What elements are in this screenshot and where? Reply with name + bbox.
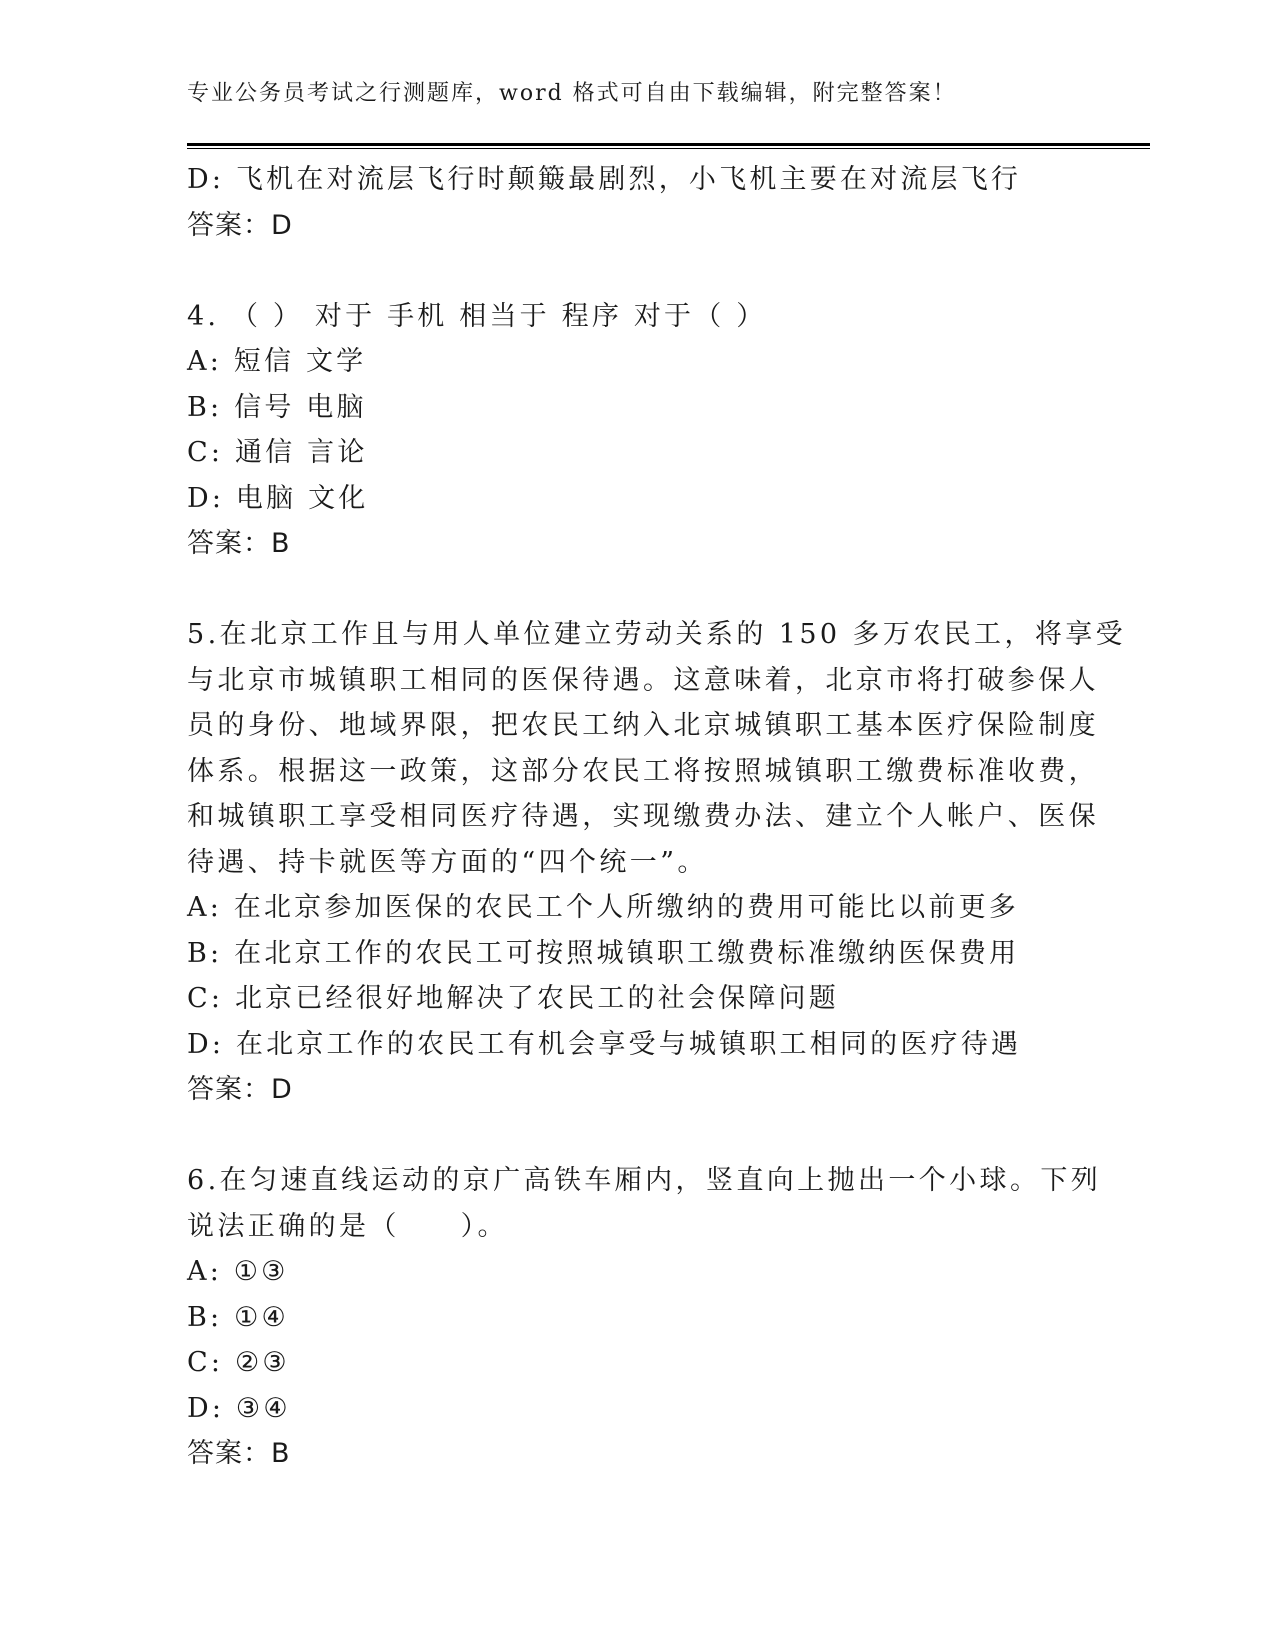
page-header: 专业公务员考试之行测题库，word 格式可自由下载编辑，附完整答案！ [187, 81, 957, 106]
spacer [187, 248, 1067, 294]
q3-option-d: D: 飞机在对流层飞行时颠簸最剧烈，小飞机主要在对流层飞行 [187, 164, 1022, 195]
question-content [187, 157, 1127, 1477]
q6-option-c: C: ②③ [187, 1347, 290, 1378]
q5-stem-line: 5.在北京工作且与用人单位建立劳动关系的 150 多万农民工，将享受 [187, 619, 1127, 650]
q6-option-a: A: ①③ [187, 1256, 289, 1287]
q5-stem-line: 待遇、持卡就医等方面的“四个统一”。 [187, 846, 708, 878]
q5-option-b: B: 在北京工作的农民工可按照城镇职工缴费标准缴纳医保费用 [187, 937, 1020, 969]
q5-stem-line: 员的身份、地域界限，把农民工纳入北京城镇职工基本医疗保险制度 [187, 710, 1099, 741]
q6-stem-line: 说法正确的是（ ）。 [187, 1210, 508, 1242]
q4-option-d: D: 电脑 文化 [187, 482, 369, 514]
q5-option-d: D: 在北京工作的农民工有机会享受与城镇职工相同的医疗待遇 [187, 1028, 1022, 1060]
q4-option-b: B: 信号 电脑 [187, 391, 367, 423]
q3-answer: 答案：D [187, 209, 293, 241]
header-rule [187, 143, 1150, 149]
q4-option-c: C: 通信 言论 [187, 437, 368, 468]
q5-option-a: A: 在北京参加医保的农民工个人所缴纳的费用可能比以前更多 [187, 892, 1019, 923]
q4-answer: 答案：B [187, 528, 291, 559]
q6-stem-line: 6.在匀速直线运动的京广高铁车厢内，竖直向上抛出一个小球。下列 [187, 1165, 1102, 1196]
q4-stem: 4. （ ） 对于 手机 相当于 程序 对于（ ） [187, 300, 767, 332]
q5-stem-line: 与北京市城镇职工相同的医保待遇。这意味着，北京市将打破参保人 [187, 664, 1099, 696]
q5-answer: 答案：D [187, 1074, 293, 1105]
q6-answer: 答案：B [187, 1438, 291, 1469]
q6-option-d: D: ③④ [187, 1392, 291, 1424]
spacer [187, 1113, 1067, 1159]
q5-option-c: C: 北京已经很好地解决了农民工的社会保障问题 [187, 983, 839, 1014]
spacer [187, 567, 1067, 613]
q6-option-b: B: ①④ [187, 1301, 289, 1333]
q5-stem-line: 和城镇职工享受相同医疗待遇，实现缴费办法、建立个人帐户、医保 [187, 801, 1099, 832]
q4-option-a: A: 短信 文学 [187, 346, 367, 377]
q5-stem-line: 体系。根据这一政策，这部分农民工将按照城镇职工缴费标准收费， [187, 755, 1099, 787]
